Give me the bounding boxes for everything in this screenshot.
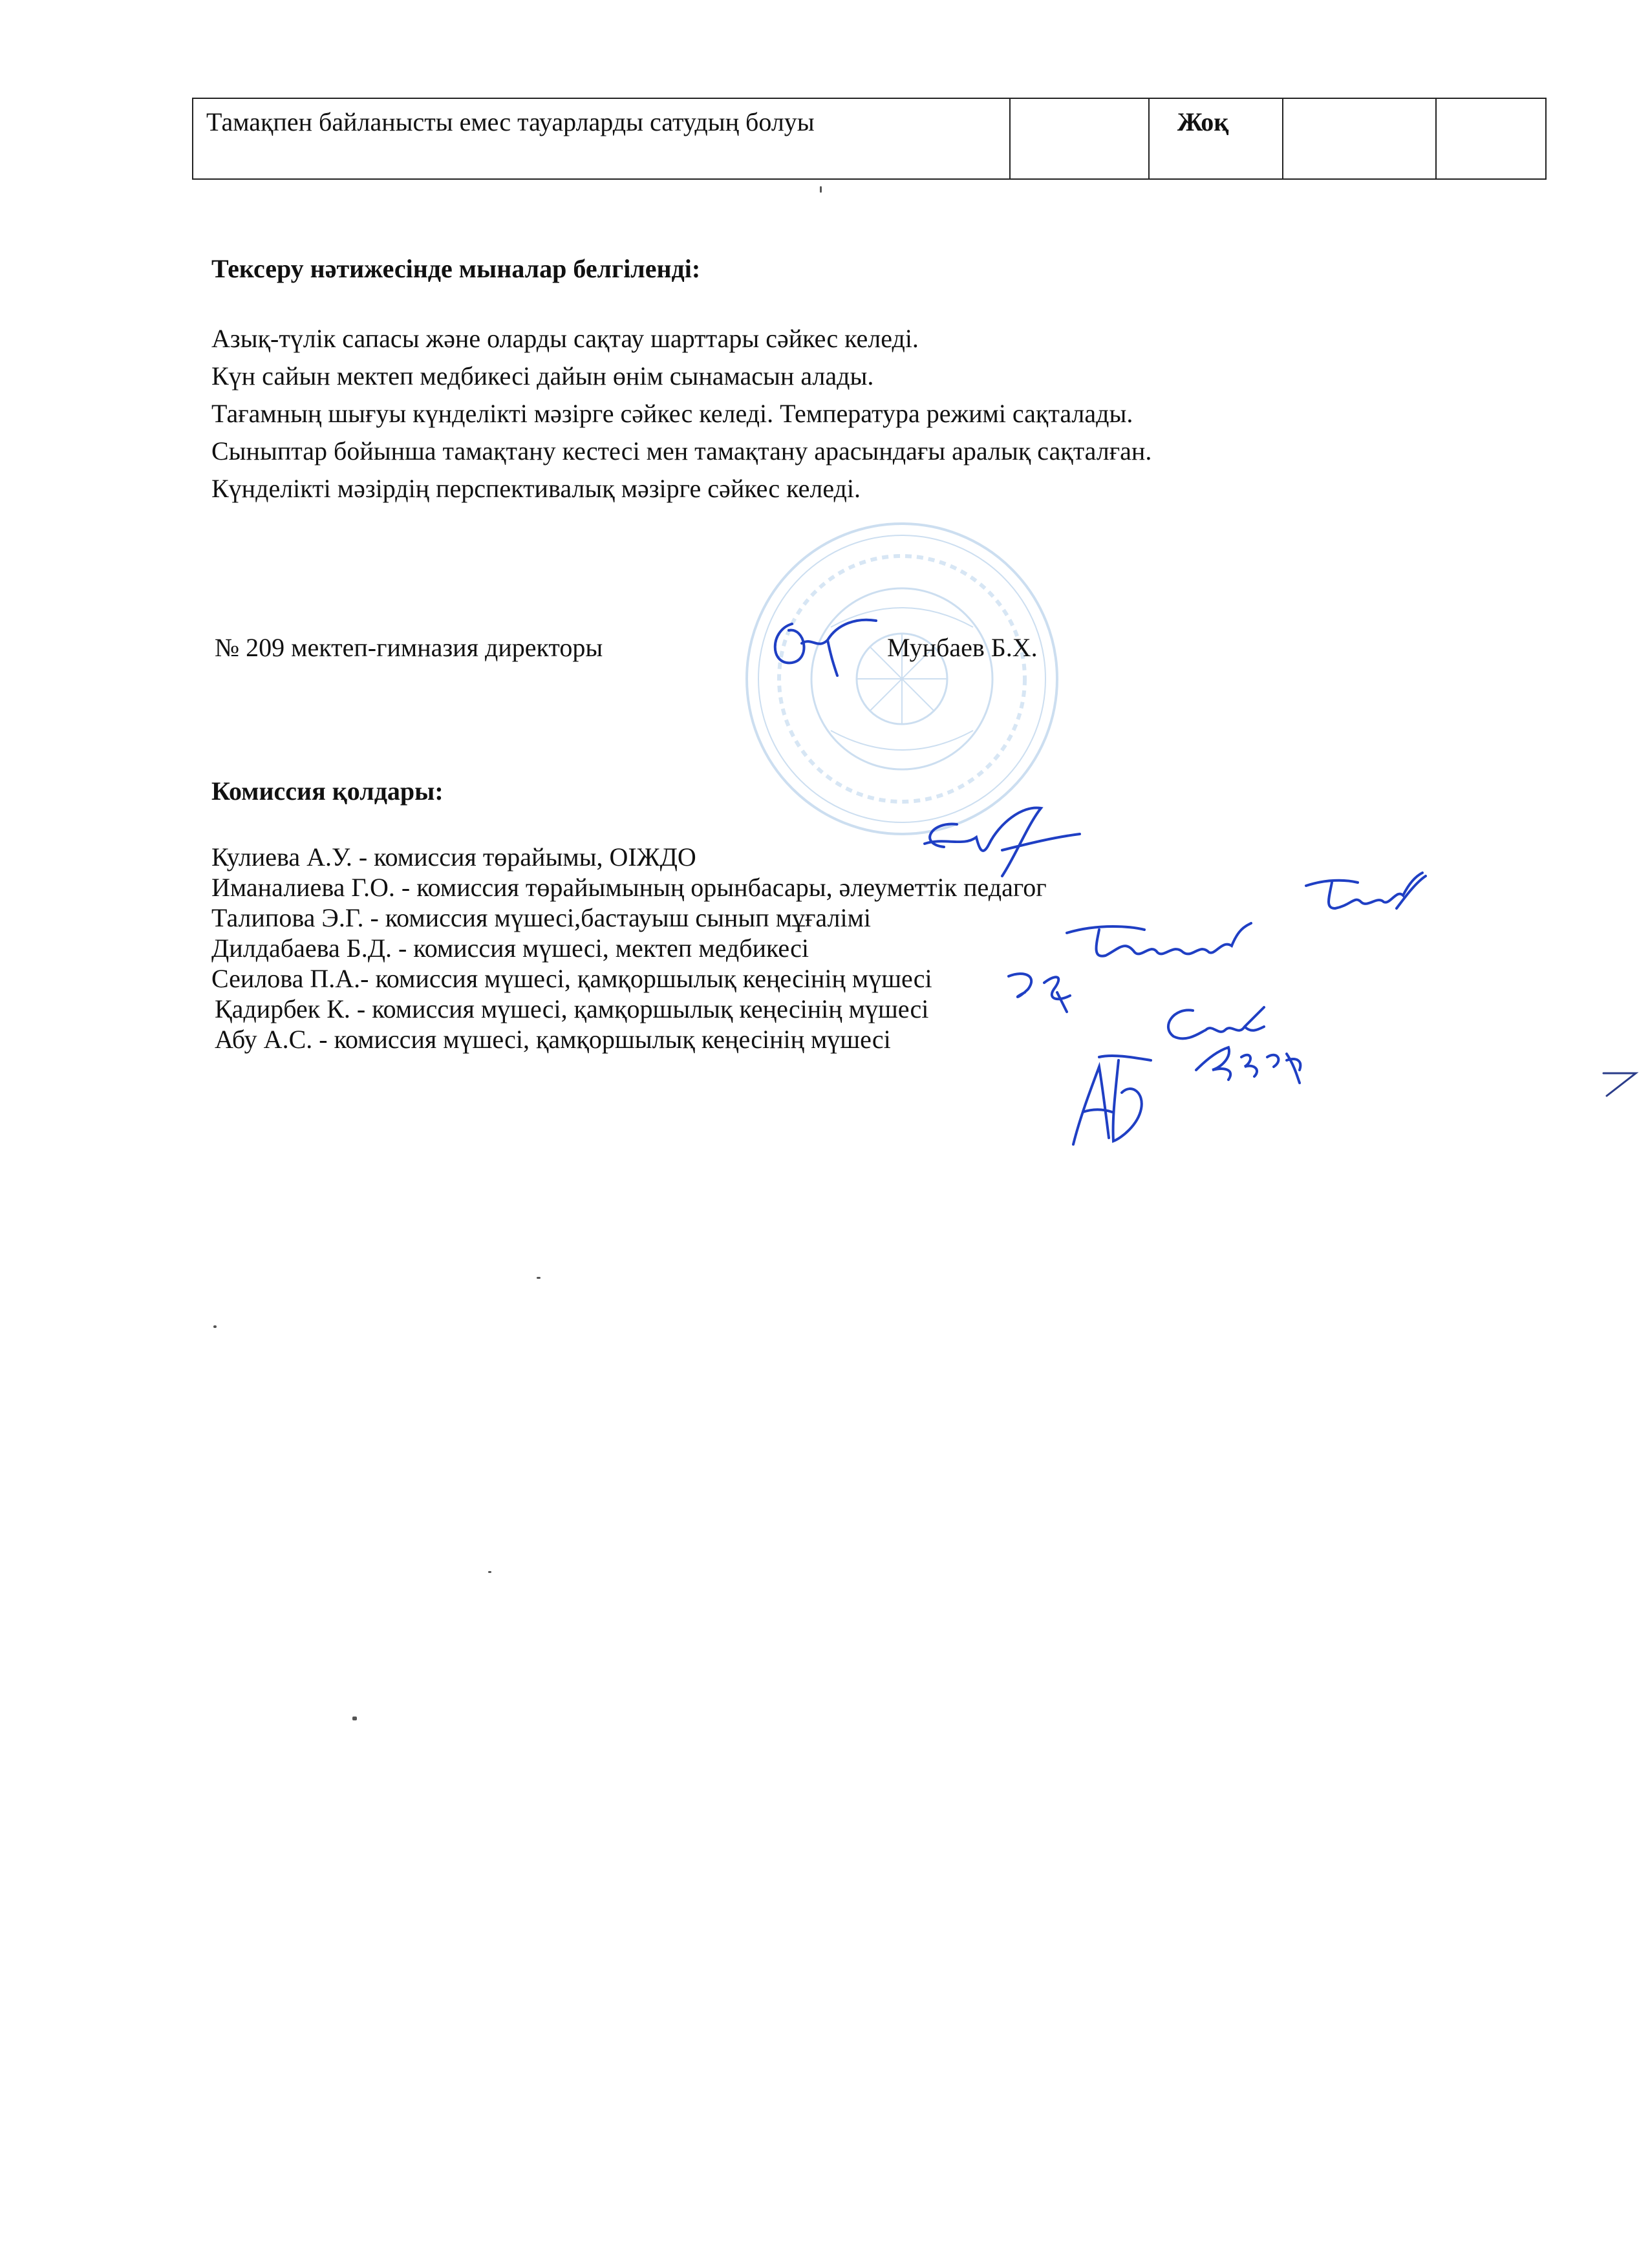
finding-line: Күн сайын мектеп медбикесі дайын өнім сынамасын алады. bbox=[211, 361, 874, 390]
signature-kadirbek bbox=[1190, 1038, 1306, 1089]
member-line: Иманалиева Г.О. - комиссия төрайымының орынбасары, әлеуметтік педагог bbox=[211, 873, 1047, 902]
commission-heading: Комиссия қолдары: bbox=[211, 776, 444, 806]
member-line: Талипова Э.Г. - комиссия мүшесі,бастауыш сынып мұғалімі bbox=[211, 903, 872, 932]
member-line: Дилдабаева Б.Д. - комиссия мүшесі, мектеп медбикесі bbox=[211, 934, 809, 963]
table-row bbox=[193, 98, 1546, 179]
criterion-cell: Тамақпен байланысты емес тауарларды сатудың болуы bbox=[193, 98, 1010, 179]
scan-speck bbox=[213, 1325, 217, 1328]
signature-imanalieva bbox=[1300, 870, 1429, 928]
margin-mark-icon bbox=[1600, 1067, 1639, 1099]
signature-dildabaeva bbox=[999, 963, 1083, 1015]
member-line: Сеилова П.А.- комиссия мүшесі, қамқоршылық кеңесінің мүшесі bbox=[211, 964, 932, 993]
finding-line: Тағамның шығуы күнделікті мәзірге сәйкес келеді. Температура режимі сақталады. bbox=[211, 399, 1133, 428]
empty-cell bbox=[1010, 98, 1149, 179]
empty-cell bbox=[1436, 98, 1546, 179]
director-signature bbox=[766, 604, 883, 682]
signature-abu bbox=[1060, 1047, 1157, 1151]
scan-speck bbox=[537, 1277, 541, 1279]
finding-line: Азық-түлік сапасы және оларды сақтау шарттары сәйкес келеді. bbox=[211, 324, 919, 353]
signature-kulieva bbox=[905, 798, 1086, 883]
member-line: Кулиева А.У. - комиссия төрайымы, ОІЖДО bbox=[211, 842, 696, 872]
signature-talipova bbox=[1060, 917, 1254, 975]
member-line: Абу А.С. - комиссия мүшесі, қамқоршылық кеңесінің мүшесі bbox=[215, 1025, 891, 1054]
empty-cell bbox=[1283, 98, 1436, 179]
director-title: № 209 мектеп-гимназия директоры bbox=[215, 633, 603, 662]
scan-speck bbox=[820, 186, 822, 193]
director-name: Мунбаев Б.Х. bbox=[887, 633, 1038, 662]
answer-cell: Жоқ bbox=[1149, 98, 1283, 179]
finding-line: Күнделікті мәзірдің перспективалық мәзірге сәйкес келеді. bbox=[211, 474, 861, 503]
findings-list bbox=[211, 323, 1152, 511]
scan-speck bbox=[488, 1571, 491, 1573]
checklist-table bbox=[192, 98, 1547, 180]
finding-line: Сыныптар бойынша тамақтану кестесі мен тамақтану арасындағы аралық сақталған. bbox=[211, 436, 1152, 465]
findings-heading: Тексеру нәтижесінде мыналар белгіленді: bbox=[211, 254, 701, 283]
member-line: Қадирбек К. - комиссия мүшесі, қамқоршылық кеңесінің мүшесі bbox=[215, 994, 929, 1023]
scan-speck bbox=[352, 1717, 357, 1720]
